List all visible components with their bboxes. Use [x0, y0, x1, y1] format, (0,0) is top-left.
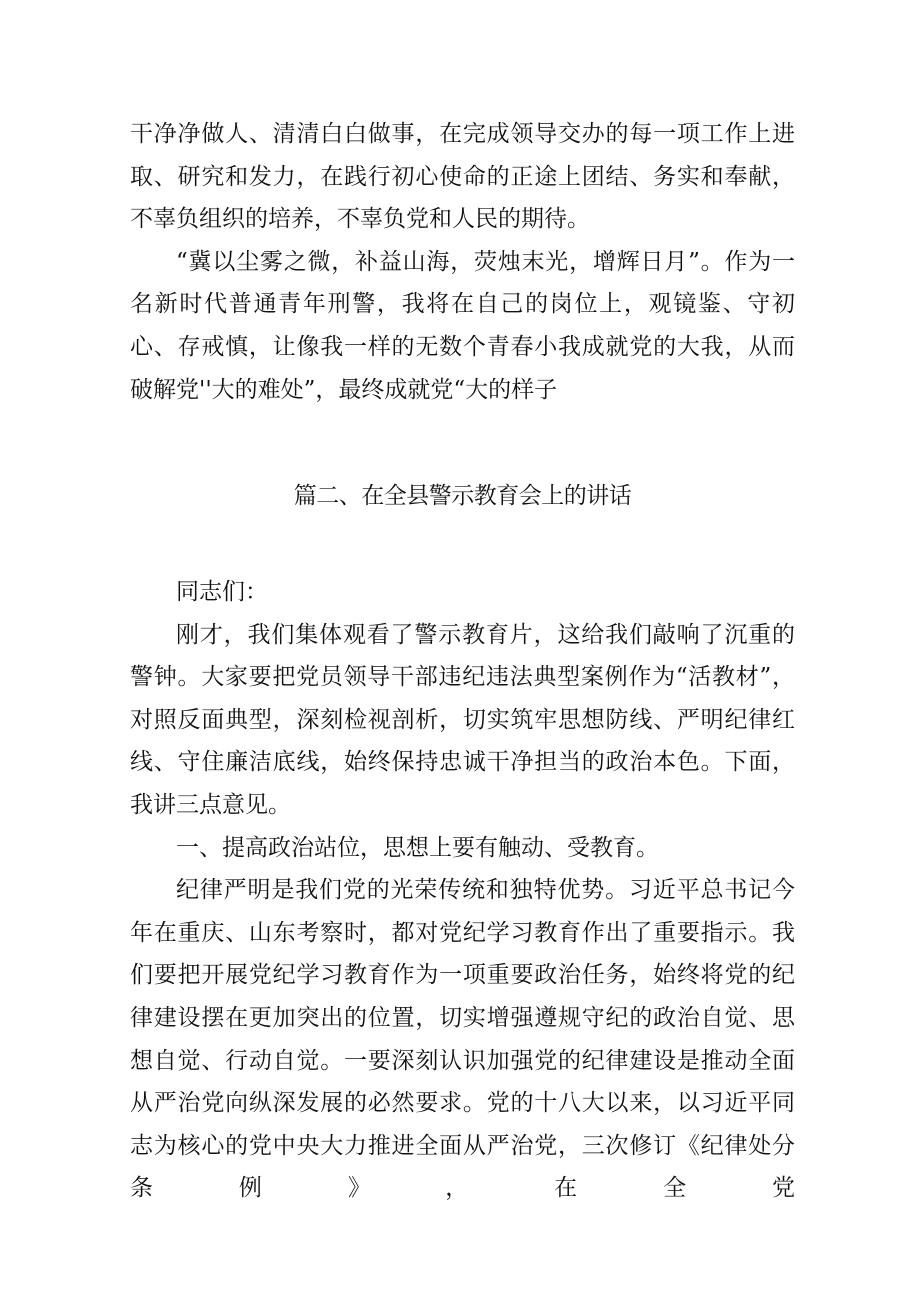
- salutation: 同志们：: [176, 579, 268, 605]
- section-heading: 篇二、在全县警示教育会上的讲话: [293, 483, 632, 509]
- top-section: [130, 113, 795, 411]
- paragraph-continued: 干净净做人、清清白白做事，在完成领导交办的每一项工作上进取、研究和发力，在践行初心使命的正途上团结、务实和奉献，不辜负组织的培养，不辜负党和人民的期待。: [130, 121, 795, 233]
- paragraph-intro: 刚才，我们集体观看了警示教育片，这给我们敲响了沉重的警钟。大家要把党员领导干部违纪违法典型案例作为“活教材”，对照反面典型，深刻检视剖析，切实筑牢思想防线、严明纪律红线、守住廉洁底线，始终保持忠诚干净担当的政治本色。下面，我讲三点意见。: [130, 621, 795, 818]
- paragraph-quote: “冀以尘雾之微，补益山海，荧烛末光，增辉日月”。作为一名新时代普通青年刑警，我将在自己的岗位上，观镜鉴、守初心、存戒慎，让像我一样的无数个青春小我成就党的大我，从而破解党''大的难处”，最终成就党“大的样子: [130, 248, 795, 403]
- paragraph-body: 纪律严明是我们党的光荣传统和独特优势。习近平总书记今年在重庆、山东考察时，都对党纪学习教育作出了重要指示。我们要把开展党纪学习教育作为一项重要政治任务，始终将党的纪律建设摆在更加突出的位置，切实增强遵规守纪的政治自觉、思想自觉、行动自觉。一要深刻认识加强党的纪律建设是推动全面从严治党向纵深发展的必然要求。党的十八大以来，以习近平同志为核心的党中央大力推进全面从严治党，三次修订《纪律处分条例》，在全党: [130, 877, 795, 1202]
- point-one-heading: 一、提高政治站位，思想上要有触动、受教育。: [176, 834, 659, 861]
- main-section: [130, 571, 795, 1210]
